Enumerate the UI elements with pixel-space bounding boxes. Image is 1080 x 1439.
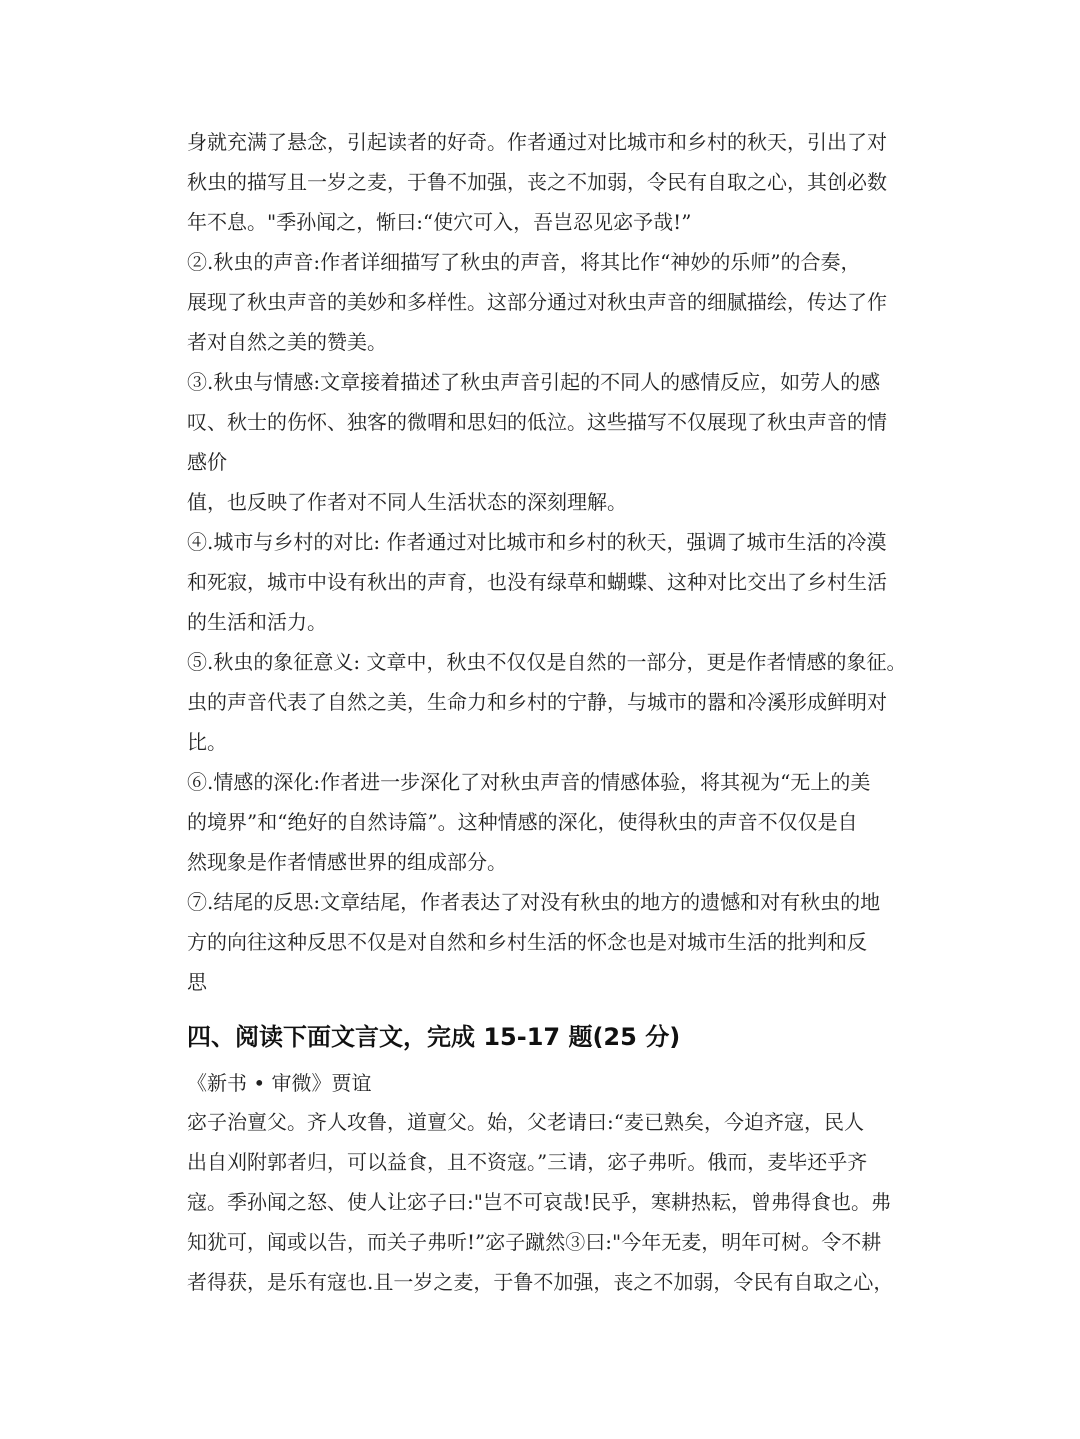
analysis-line: 年不息。"季孙闻之，惭曰:“使穴可入，吾岂忍见宓予哉!” [187,210,692,234]
analysis-line: 值，也反映了作者对不同人生活状态的深刻理解。 [187,490,627,514]
classical-line: 知犹可，闻或以告，而关子弗听!”宓子蹴然③曰:"今年无麦，明年可树。令不耕 [187,1230,882,1254]
classical-line: 出自刈附郭者归，可以益食，且不资寇。”三请，宓子弗听。俄而，麦毕还乎齐 [187,1150,868,1174]
classical-section [187,1010,899,1302]
analysis-line: 和死寂，城市中设有秋出的声育，也没有绿草和蝴蝶、这种对比交出了乡村生活 [187,570,887,594]
classical-line: 宓子治亶父。齐人攻鲁，道亶父。始，父老请曰:“麦已熟矣，今迫齐寇，民人 [187,1110,864,1134]
analysis-line: 身就充满了悬念，引起读者的好奇。作者通过对比城市和乡村的秋天，引出了对 [187,130,887,154]
source-title: 《新书 • 审微》贾谊 [187,1071,372,1095]
analysis-line: 叹、秋士的伤怀、独客的微喟和思妇的低泣。这些描写不仅展现了秋虫声音的情 [187,410,887,434]
analysis-line: ④.城市与乡村的对比: 作者通过对比城市和乡村的秋天，强调了城市生活的冷漠 [187,530,887,554]
analysis-line: 秋虫的描写且一岁之麦，于鲁不加强，丧之不加弱，令民有自取之心，其创必数 [187,170,887,194]
analysis-line: 然现象是作者情感世界的组成部分。 [187,850,507,874]
analysis-line: ②.秋虫的声音:作者详细描写了秋虫的声音，将其比作“神妙的乐师”的合奏， [187,250,861,274]
analysis-line: 虫的声音代表了自然之美，生命力和乡村的宁静，与城市的嚣和冷溪形成鲜明对 [187,690,887,714]
analysis-line: ⑤.秋虫的象征意义: 文章中，秋虫不仅仅是自然的一部分，更是作者情感的象征。 [187,650,907,674]
section-heading: 四、阅读下面文言文，完成 15-17 题(25 分) [187,1023,681,1051]
analysis-line: 比。 [187,730,227,754]
document-body [187,122,907,1302]
analysis-line: 者对自然之美的赞美。 [187,330,387,354]
classical-line: 寇。季孙闻之怒、使人让宓子曰:"岂不可哀哉!民乎，寒耕热耘，曾弗得食也。弗 [187,1190,891,1214]
analysis-line: ③.秋虫与情感:文章接着描述了秋虫声音引起的不同人的感情反应，如劳人的感 [187,370,881,394]
analysis-line: 思 [187,970,207,994]
analysis-line: 的生活和活力。 [187,610,327,634]
analysis-line: ⑥.情感的深化:作者进一步深化了对秋虫声音的情感体验，将其视为“无上的美 [187,770,871,794]
classical-line: 者得获，是乐有寇也.且一岁之麦，于鲁不加强，丧之不加弱，令民有自取之心， [187,1270,894,1294]
analysis-line: ⑦.结尾的反思:文章结尾，作者表达了对没有秋虫的地方的遗憾和对有秋虫的地 [187,890,881,914]
analysis-line: 的境界”和“绝好的自然诗篇”。这种情感的深化，使得秋虫的声音不仅仅是自 [187,810,858,834]
analysis-line: 展现了秋虫声音的美妙和多样性。这部分通过对秋虫声音的细腻描绘，传达了作 [187,290,887,314]
analysis-line: 感价 [187,450,227,474]
analysis-line: 方的向往这种反思不仅是对自然和乡村生活的怀念也是对城市生活的批判和反 [187,930,867,954]
analysis-section [187,122,907,1002]
